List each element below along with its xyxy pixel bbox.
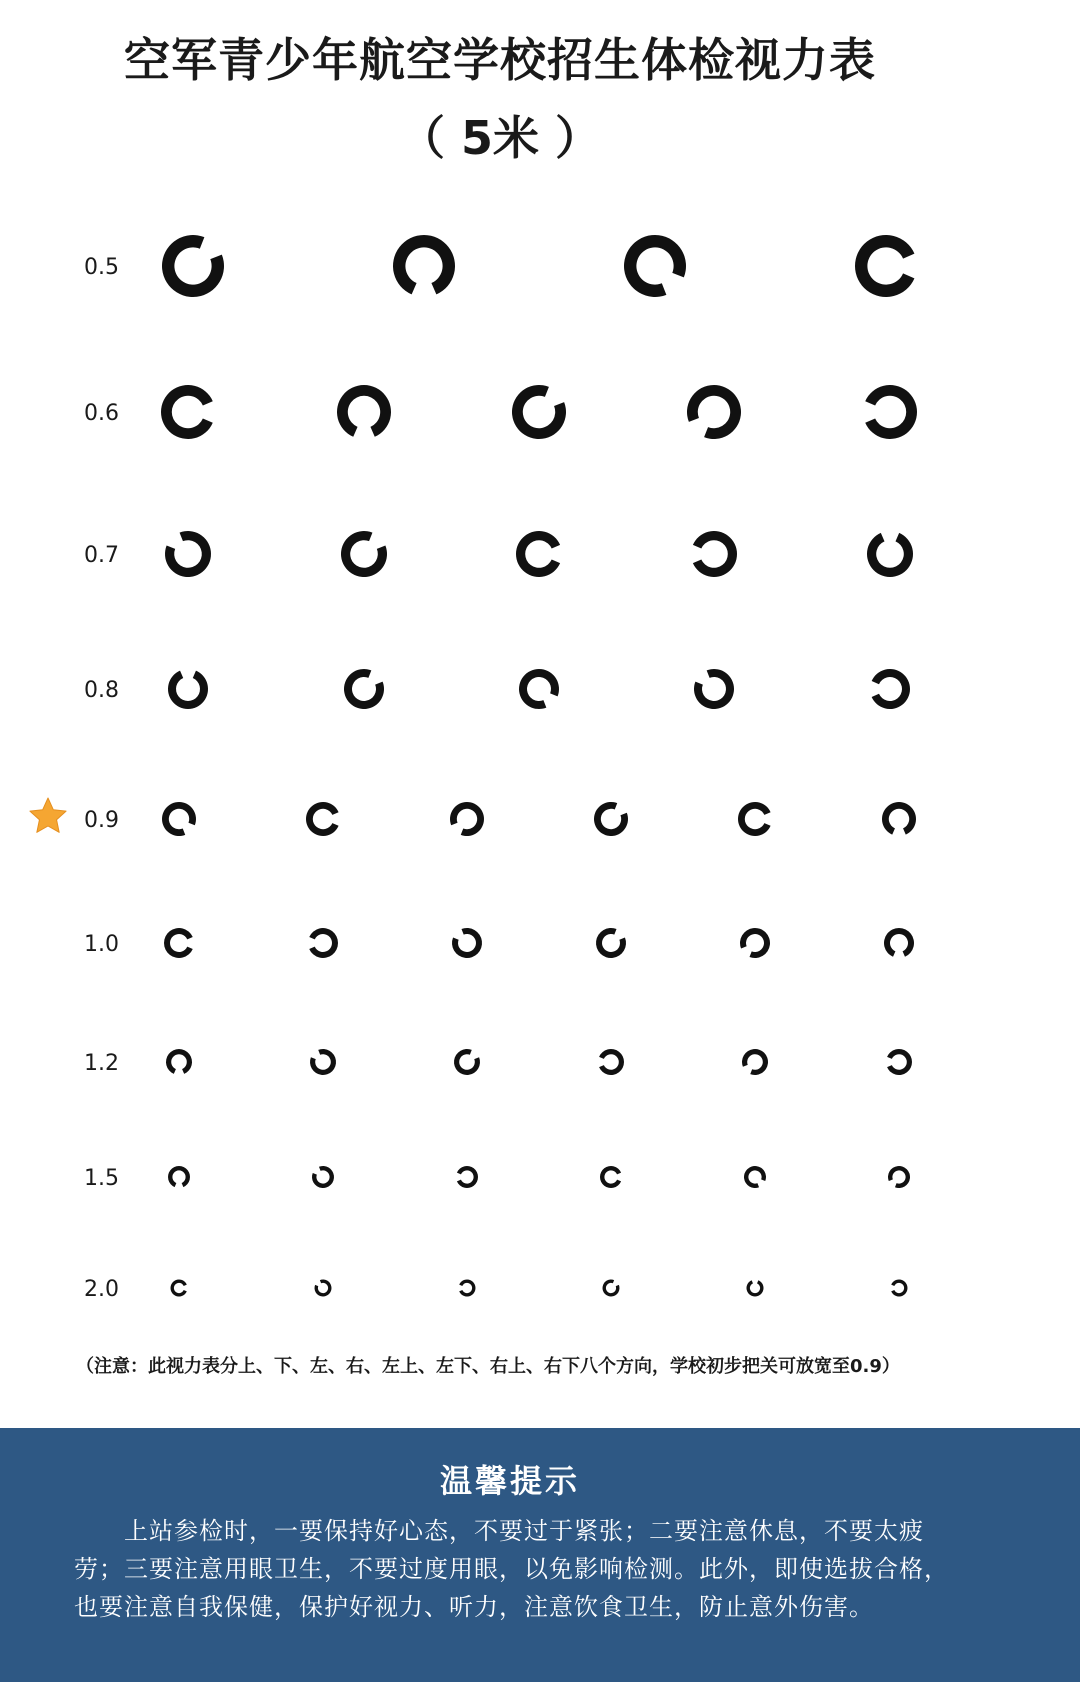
row-1.5 [84, 1166, 910, 1191]
landolt-ring [337, 385, 391, 437]
landolt-ring [744, 1166, 766, 1188]
landolt-ring [882, 802, 916, 835]
landolt-ring [887, 1049, 912, 1075]
landolt-ring [341, 531, 387, 577]
landolt-ring [519, 669, 559, 709]
landolt-ring [740, 928, 770, 958]
landolt-ring [161, 385, 213, 439]
tips-title: 温馨提示 [439, 1462, 580, 1500]
row-1.2 [84, 1049, 912, 1076]
row-1.0 [84, 928, 914, 958]
landolt-ring [344, 669, 384, 709]
row-label: 1.5 [84, 1166, 119, 1191]
row-2.0 [84, 1277, 908, 1302]
landolt-ring [312, 1166, 334, 1188]
row-label: 0.7 [84, 543, 119, 568]
landolt-ring [309, 928, 338, 958]
tips-body: 上站参检时，一要保持好心态，不要过于紧张；二要注意休息，不要太疲劳；三要注意用眼卫生，不要过度用眼，以免影响检测。此外，即使选拔合格，也要注意自我保健，保护好视力、听力，注意饮食卫生，防止意外伤害。 [74, 1517, 949, 1621]
landolt-ring [516, 531, 560, 577]
landolt-ring [742, 1049, 768, 1075]
row-label: 0.6 [84, 401, 119, 426]
landolt-ring [393, 235, 455, 294]
landolt-ring [687, 385, 741, 439]
landolt-ring [512, 385, 566, 439]
landolt-ring [884, 928, 914, 957]
chart-title: 空军青少年航空学校招生体检视力表 [124, 33, 876, 87]
landolt-ring [738, 802, 771, 836]
landolt-ring [162, 235, 224, 297]
landolt-ring [624, 235, 686, 297]
landolt-ring [306, 802, 339, 836]
landolt-ring [457, 1166, 478, 1188]
landolt-ring [171, 1280, 187, 1297]
landolt-ring [164, 928, 193, 958]
landolt-ring [165, 531, 211, 577]
row-0.6 [84, 385, 917, 439]
landolt-ring [867, 533, 913, 577]
star-icon [30, 798, 66, 832]
row-label: 0.9 [84, 808, 119, 833]
row-0.5 [84, 235, 914, 297]
landolt-ring [888, 1166, 910, 1188]
row-label: 1.2 [84, 1051, 119, 1076]
landolt-ring [693, 531, 737, 577]
row-0.7 [84, 531, 913, 577]
row-label: 0.8 [84, 678, 119, 703]
landolt-ring [600, 1166, 621, 1188]
row-label: 1.0 [84, 932, 119, 957]
landolt-ring [599, 1049, 624, 1075]
landolt-ring [747, 1280, 764, 1296]
landolt-ring [694, 669, 734, 709]
landolt-ring [452, 928, 482, 958]
row-marker [30, 798, 66, 832]
landolt-ring [594, 802, 628, 836]
landolt-ring [865, 385, 917, 439]
chart-rows [84, 235, 917, 1302]
landolt-ring [459, 1280, 475, 1297]
landolt-ring [872, 669, 910, 709]
row-0.8 [84, 669, 910, 709]
landolt-ring [596, 928, 626, 958]
chart-distance: （ 5米 ） [398, 111, 602, 165]
landolt-ring [168, 671, 208, 709]
row-label: 0.5 [84, 255, 119, 280]
landolt-ring [310, 1049, 336, 1075]
landolt-ring [450, 802, 484, 836]
landolt-ring [162, 802, 196, 836]
row-label: 2.0 [84, 1277, 119, 1302]
landolt-ring [454, 1049, 480, 1075]
landolt-ring [603, 1280, 620, 1297]
chart-note: （注意：此视力表分上、下、左、右、左上、左下、右上、右下八个方向，学校初步把关可放宽至0.9） [76, 1356, 900, 1377]
tips-panel [0, 1428, 1080, 1682]
landolt-ring [891, 1280, 907, 1297]
row-0.9 [84, 802, 916, 836]
landolt-ring [855, 235, 914, 297]
landolt-ring [168, 1166, 190, 1187]
landolt-ring [166, 1049, 192, 1074]
landolt-ring [315, 1280, 332, 1297]
